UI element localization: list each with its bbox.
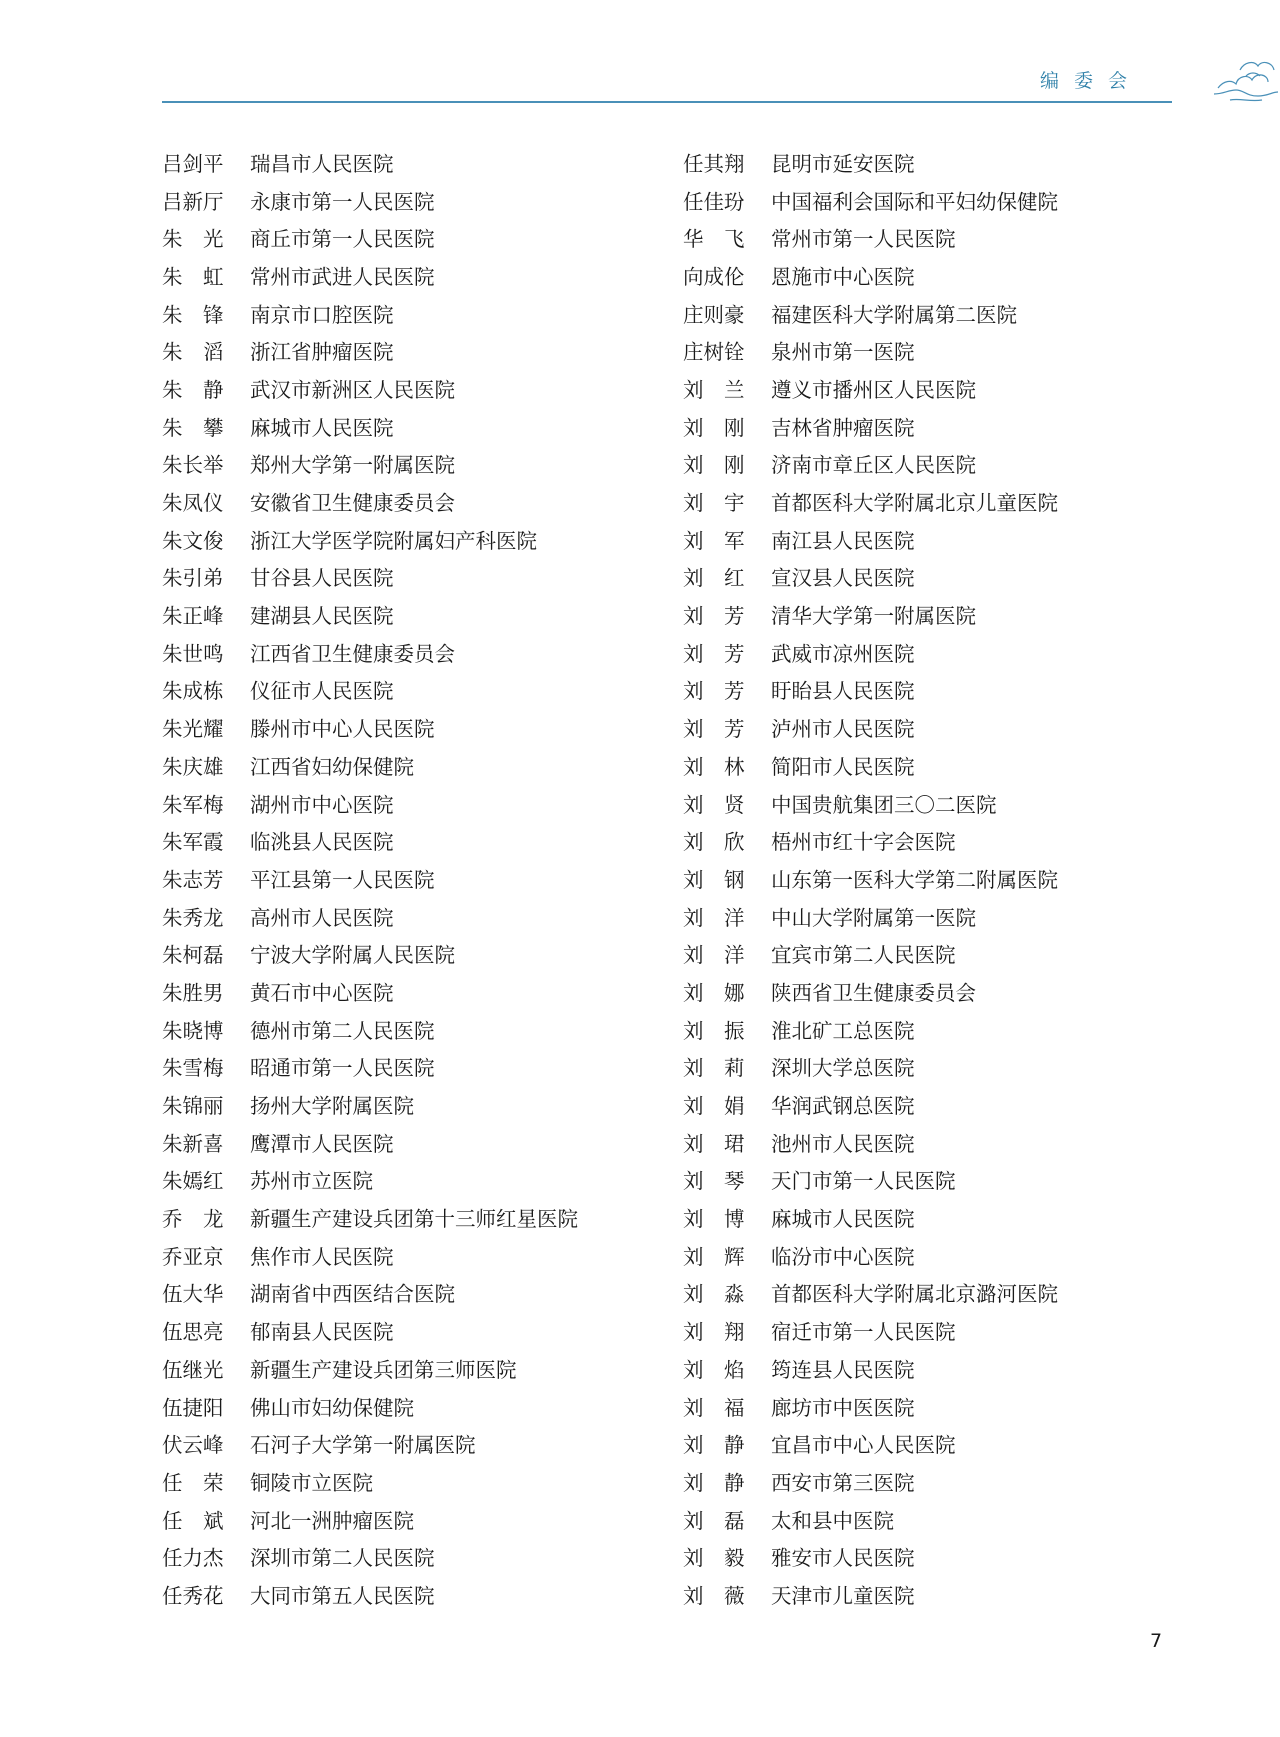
list-item bbox=[162, 1274, 578, 1312]
member-name: 刘 芳 bbox=[683, 717, 745, 742]
list-item bbox=[162, 331, 578, 369]
member-name: 刘 博 bbox=[683, 1207, 745, 1232]
member-organization: 石河子大学第一附属医院 bbox=[250, 1433, 476, 1458]
member-name: 任 荣 bbox=[162, 1470, 224, 1495]
member-organization: 新疆生产建设兵团第三师医院 bbox=[250, 1357, 517, 1382]
member-name: 刘 刚 bbox=[683, 453, 745, 478]
member-name: 庄则豪 bbox=[683, 302, 745, 327]
list-item bbox=[683, 445, 1058, 483]
list-item bbox=[683, 1236, 1058, 1274]
list-item bbox=[162, 934, 578, 972]
member-organization: 平江县第一人民医院 bbox=[250, 867, 435, 892]
member-organization: 郁南县人民医院 bbox=[250, 1320, 394, 1345]
member-name: 刘 淼 bbox=[683, 1282, 745, 1307]
member-name: 朱锦丽 bbox=[162, 1094, 224, 1119]
member-name: 刘 毅 bbox=[683, 1546, 745, 1571]
member-name: 刘 芳 bbox=[683, 604, 745, 629]
member-organization: 江西省妇幼保健院 bbox=[250, 754, 414, 779]
member-organization: 宣汉县人民医院 bbox=[771, 566, 915, 591]
member-organization: 商丘市第一人民医院 bbox=[250, 227, 435, 252]
member-name: 刘 薇 bbox=[683, 1583, 745, 1608]
member-name: 华 飞 bbox=[683, 227, 745, 252]
list-item bbox=[683, 1085, 1058, 1123]
list-item bbox=[162, 520, 578, 558]
member-name: 任力杰 bbox=[162, 1546, 224, 1571]
member-name: 刘 军 bbox=[683, 528, 745, 553]
member-organization: 滕州市中心人民医院 bbox=[250, 717, 435, 742]
list-item bbox=[162, 445, 578, 483]
member-name: 刘 磊 bbox=[683, 1508, 745, 1533]
list-item bbox=[683, 821, 1058, 859]
member-name: 朱文俊 bbox=[162, 528, 224, 553]
member-name: 刘 钢 bbox=[683, 867, 745, 892]
list-item bbox=[162, 1387, 578, 1425]
list-item bbox=[683, 1010, 1058, 1048]
member-name: 朱柯磊 bbox=[162, 943, 224, 968]
member-organization: 永康市第一人民医院 bbox=[250, 189, 435, 214]
member-name: 朱志芳 bbox=[162, 867, 224, 892]
member-organization: 深圳大学总医院 bbox=[771, 1056, 915, 1081]
list-item bbox=[162, 1085, 578, 1123]
list-item bbox=[683, 633, 1058, 671]
list-item bbox=[162, 708, 578, 746]
list-item bbox=[162, 1500, 578, 1538]
list-item bbox=[162, 972, 578, 1010]
list-item bbox=[683, 1500, 1058, 1538]
member-organization: 麻城市人民医院 bbox=[771, 1207, 915, 1232]
member-name: 朱正峰 bbox=[162, 604, 224, 629]
member-name: 刘 振 bbox=[683, 1018, 745, 1043]
member-organization: 泸州市人民医院 bbox=[771, 717, 915, 742]
member-organization: 郑州大学第一附属医院 bbox=[250, 453, 455, 478]
list-item bbox=[683, 1424, 1058, 1462]
list-item bbox=[683, 1311, 1058, 1349]
member-organization: 盱眙县人民医院 bbox=[771, 679, 915, 704]
member-organization: 首都医科大学附属北京潞河医院 bbox=[771, 1282, 1058, 1307]
member-name: 刘 贤 bbox=[683, 792, 745, 817]
list-item bbox=[683, 143, 1058, 181]
member-organization: 麻城市人民医院 bbox=[250, 415, 394, 440]
member-name: 朱军霞 bbox=[162, 830, 224, 855]
list-item bbox=[162, 1010, 578, 1048]
list-item bbox=[162, 633, 578, 671]
list-item bbox=[162, 897, 578, 935]
list-item bbox=[162, 1198, 578, 1236]
member-name: 刘 芳 bbox=[683, 641, 745, 666]
list-item bbox=[162, 746, 578, 784]
list-item bbox=[683, 1349, 1058, 1387]
member-organization: 临洮县人民医院 bbox=[250, 830, 394, 855]
member-name: 朱凤仪 bbox=[162, 491, 224, 516]
member-name: 向成伦 bbox=[683, 264, 745, 289]
member-name: 朱庆雄 bbox=[162, 754, 224, 779]
member-organization: 苏州市立医院 bbox=[250, 1169, 373, 1194]
list-item bbox=[162, 369, 578, 407]
list-item bbox=[162, 859, 578, 897]
member-organization: 吉林省肿瘤医院 bbox=[771, 415, 915, 440]
list-item bbox=[683, 294, 1058, 332]
member-organization: 湖南省中西医结合医院 bbox=[250, 1282, 455, 1307]
list-item bbox=[683, 595, 1058, 633]
member-name: 朱光耀 bbox=[162, 717, 224, 742]
member-organization: 太和县中医院 bbox=[771, 1508, 894, 1533]
list-item bbox=[683, 482, 1058, 520]
cloud-ornament-icon bbox=[1210, 50, 1280, 106]
list-item bbox=[162, 558, 578, 596]
member-organization: 中国贵航集团三〇二医院 bbox=[771, 792, 997, 817]
list-item bbox=[162, 218, 578, 256]
list-item bbox=[162, 1575, 578, 1613]
member-name: 刘 辉 bbox=[683, 1244, 745, 1269]
list-item bbox=[683, 1462, 1058, 1500]
member-name: 伍思亮 bbox=[162, 1320, 224, 1345]
member-name: 吕新厅 bbox=[162, 189, 224, 214]
member-organization: 建湖县人民医院 bbox=[250, 604, 394, 629]
list-item bbox=[683, 1387, 1058, 1425]
member-name: 朱雪梅 bbox=[162, 1056, 224, 1081]
member-organization: 江西省卫生健康委员会 bbox=[250, 641, 455, 666]
member-name: 刘 静 bbox=[683, 1433, 745, 1458]
member-organization: 武威市凉州医院 bbox=[771, 641, 915, 666]
member-organization: 宿迁市第一人民医院 bbox=[771, 1320, 956, 1345]
member-name: 朱秀龙 bbox=[162, 905, 224, 930]
member-name: 刘 兰 bbox=[683, 377, 745, 402]
member-name: 刘 翔 bbox=[683, 1320, 745, 1345]
list-item bbox=[683, 520, 1058, 558]
list-item bbox=[683, 1575, 1058, 1613]
member-organization: 深圳市第二人民医院 bbox=[250, 1546, 435, 1571]
member-name: 刘 洋 bbox=[683, 905, 745, 930]
list-item bbox=[683, 746, 1058, 784]
list-item bbox=[683, 407, 1058, 445]
member-name: 任其翔 bbox=[683, 151, 745, 176]
list-item bbox=[683, 369, 1058, 407]
member-organization: 廊坊市中医医院 bbox=[771, 1395, 915, 1420]
member-name: 任 斌 bbox=[162, 1508, 224, 1533]
list-item bbox=[162, 671, 578, 709]
member-name: 刘 刚 bbox=[683, 415, 745, 440]
list-item bbox=[162, 294, 578, 332]
list-item bbox=[162, 595, 578, 633]
member-name: 朱 虹 bbox=[162, 264, 224, 289]
member-organization: 浙江省肿瘤医院 bbox=[250, 340, 394, 365]
list-item bbox=[683, 1048, 1058, 1086]
list-item bbox=[683, 671, 1058, 709]
list-item bbox=[162, 1311, 578, 1349]
list-item bbox=[162, 821, 578, 859]
list-item bbox=[683, 972, 1058, 1010]
member-organization: 新疆生产建设兵团第十三师红星医院 bbox=[250, 1207, 578, 1232]
member-name: 刘 欣 bbox=[683, 830, 745, 855]
member-name: 刘 红 bbox=[683, 566, 745, 591]
member-name: 乔 龙 bbox=[162, 1207, 224, 1232]
member-organization: 中山大学附属第一医院 bbox=[771, 905, 976, 930]
list-item bbox=[162, 256, 578, 294]
list-item bbox=[162, 143, 578, 181]
member-name: 伍捷阳 bbox=[162, 1395, 224, 1420]
member-name: 朱嫣红 bbox=[162, 1169, 224, 1194]
member-name: 朱军梅 bbox=[162, 792, 224, 817]
list-item bbox=[683, 181, 1058, 219]
list-item bbox=[683, 256, 1058, 294]
member-name: 刘 洋 bbox=[683, 943, 745, 968]
member-name: 朱新喜 bbox=[162, 1131, 224, 1156]
member-organization: 黄石市中心医院 bbox=[250, 980, 394, 1005]
member-organization: 瑞昌市人民医院 bbox=[250, 151, 394, 176]
member-name: 吕剑平 bbox=[162, 151, 224, 176]
list-item bbox=[162, 181, 578, 219]
member-organization: 济南市章丘区人民医院 bbox=[771, 453, 976, 478]
member-organization: 甘谷县人民医院 bbox=[250, 566, 394, 591]
member-name: 刘 莉 bbox=[683, 1056, 745, 1081]
member-name: 朱 攀 bbox=[162, 415, 224, 440]
member-name: 朱 锋 bbox=[162, 302, 224, 327]
list-item bbox=[162, 407, 578, 445]
member-name: 任秀花 bbox=[162, 1583, 224, 1608]
member-organization: 高州市人民医院 bbox=[250, 905, 394, 930]
member-name: 刘 焰 bbox=[683, 1357, 745, 1382]
member-name: 朱 静 bbox=[162, 377, 224, 402]
member-organization: 山东第一医科大学第二附属医院 bbox=[771, 867, 1058, 892]
list-item bbox=[162, 1048, 578, 1086]
list-item bbox=[683, 1537, 1058, 1575]
list-item bbox=[162, 784, 578, 822]
member-organization: 焦作市人民医院 bbox=[250, 1244, 394, 1269]
member-name: 朱成栋 bbox=[162, 679, 224, 704]
member-name: 伍大华 bbox=[162, 1282, 224, 1307]
list-item bbox=[683, 218, 1058, 256]
list-item bbox=[683, 1198, 1058, 1236]
member-organization: 临汾市中心医院 bbox=[771, 1244, 915, 1269]
member-organization: 大同市第五人民医院 bbox=[250, 1583, 435, 1608]
member-organization: 首都医科大学附属北京儿童医院 bbox=[771, 491, 1058, 516]
list-item bbox=[683, 708, 1058, 746]
member-name: 庄树铨 bbox=[683, 340, 745, 365]
list-item bbox=[162, 1537, 578, 1575]
list-item bbox=[683, 784, 1058, 822]
member-organization: 南京市口腔医院 bbox=[250, 302, 394, 327]
header-divider bbox=[162, 101, 1172, 103]
member-organization: 雅安市人民医院 bbox=[771, 1546, 915, 1571]
list-item bbox=[683, 859, 1058, 897]
member-name: 伏云峰 bbox=[162, 1433, 224, 1458]
list-item bbox=[683, 331, 1058, 369]
member-name: 朱引弟 bbox=[162, 566, 224, 591]
member-organization: 佛山市妇幼保健院 bbox=[250, 1395, 414, 1420]
list-item bbox=[162, 1123, 578, 1161]
member-organization: 宁波大学附属人民医院 bbox=[250, 943, 455, 968]
page-number: 7 bbox=[1150, 1630, 1163, 1652]
member-organization: 福建医科大学附属第二医院 bbox=[771, 302, 1017, 327]
member-organization: 天门市第一人民医院 bbox=[771, 1169, 956, 1194]
member-organization: 南江县人民医院 bbox=[771, 528, 915, 553]
member-organization: 湖州市中心医院 bbox=[250, 792, 394, 817]
list-item bbox=[162, 1236, 578, 1274]
list-item bbox=[683, 1161, 1058, 1199]
member-name: 朱 光 bbox=[162, 227, 224, 252]
member-organization: 华润武钢总医院 bbox=[771, 1094, 915, 1119]
member-organization: 河北一洲肿瘤医院 bbox=[250, 1508, 414, 1533]
list-item bbox=[162, 1349, 578, 1387]
member-organization: 常州市第一人民医院 bbox=[771, 227, 956, 252]
member-organization: 筠连县人民医院 bbox=[771, 1357, 915, 1382]
list-item bbox=[683, 1123, 1058, 1161]
member-name: 刘 福 bbox=[683, 1395, 745, 1420]
list-item bbox=[683, 934, 1058, 972]
member-name: 任佳玢 bbox=[683, 189, 745, 214]
member-name: 刘 琴 bbox=[683, 1169, 745, 1194]
member-name: 刘 宇 bbox=[683, 491, 745, 516]
member-name: 乔亚京 bbox=[162, 1244, 224, 1269]
member-organization: 陕西省卫生健康委员会 bbox=[771, 980, 976, 1005]
member-name: 刘 芳 bbox=[683, 679, 745, 704]
member-organization: 泉州市第一医院 bbox=[771, 340, 915, 365]
right-column bbox=[683, 143, 1058, 1613]
section-title: 编委会 bbox=[1040, 70, 1143, 92]
list-item bbox=[162, 1161, 578, 1199]
member-organization: 遵义市播州区人民医院 bbox=[771, 377, 976, 402]
member-name: 朱胜男 bbox=[162, 980, 224, 1005]
member-organization: 宜宾市第二人民医院 bbox=[771, 943, 956, 968]
member-name: 伍继光 bbox=[162, 1357, 224, 1382]
member-organization: 安徽省卫生健康委员会 bbox=[250, 491, 455, 516]
list-item bbox=[162, 482, 578, 520]
member-name: 刘 静 bbox=[683, 1470, 745, 1495]
member-organization: 恩施市中心医院 bbox=[771, 264, 915, 289]
member-organization: 浙江大学医学院附属妇产科医院 bbox=[250, 528, 537, 553]
member-organization: 鹰潭市人民医院 bbox=[250, 1131, 394, 1156]
list-item bbox=[162, 1462, 578, 1500]
member-name: 刘 娟 bbox=[683, 1094, 745, 1119]
member-name: 刘 林 bbox=[683, 754, 745, 779]
member-name: 朱晓博 bbox=[162, 1018, 224, 1043]
member-organization: 昆明市延安医院 bbox=[771, 151, 915, 176]
member-organization: 昭通市第一人民医院 bbox=[250, 1056, 435, 1081]
member-organization: 中国福利会国际和平妇幼保健院 bbox=[771, 189, 1058, 214]
member-organization: 简阳市人民医院 bbox=[771, 754, 915, 779]
member-organization: 宜昌市中心人民医院 bbox=[771, 1433, 956, 1458]
list-item bbox=[683, 558, 1058, 596]
member-organization: 淮北矿工总医院 bbox=[771, 1018, 915, 1043]
member-name: 朱长举 bbox=[162, 453, 224, 478]
member-organization: 德州市第二人民医院 bbox=[250, 1018, 435, 1043]
member-organization: 清华大学第一附属医院 bbox=[771, 604, 976, 629]
member-organization: 池州市人民医院 bbox=[771, 1131, 915, 1156]
member-organization: 梧州市红十字会医院 bbox=[771, 830, 956, 855]
list-item bbox=[683, 897, 1058, 935]
member-organization: 西安市第三医院 bbox=[771, 1470, 915, 1495]
member-name: 朱世鸣 bbox=[162, 641, 224, 666]
list-item bbox=[162, 1424, 578, 1462]
member-organization: 常州市武进人民医院 bbox=[250, 264, 435, 289]
member-organization: 铜陵市立医院 bbox=[250, 1470, 373, 1495]
member-name: 刘 娜 bbox=[683, 980, 745, 1005]
left-column bbox=[162, 143, 578, 1613]
member-organization: 天津市儿童医院 bbox=[771, 1583, 915, 1608]
member-name: 朱 滔 bbox=[162, 340, 224, 365]
member-name: 刘 珺 bbox=[683, 1131, 745, 1156]
member-organization: 扬州大学附属医院 bbox=[250, 1094, 414, 1119]
member-organization: 仪征市人民医院 bbox=[250, 679, 394, 704]
member-organization: 武汉市新洲区人民医院 bbox=[250, 377, 455, 402]
list-item bbox=[683, 1274, 1058, 1312]
